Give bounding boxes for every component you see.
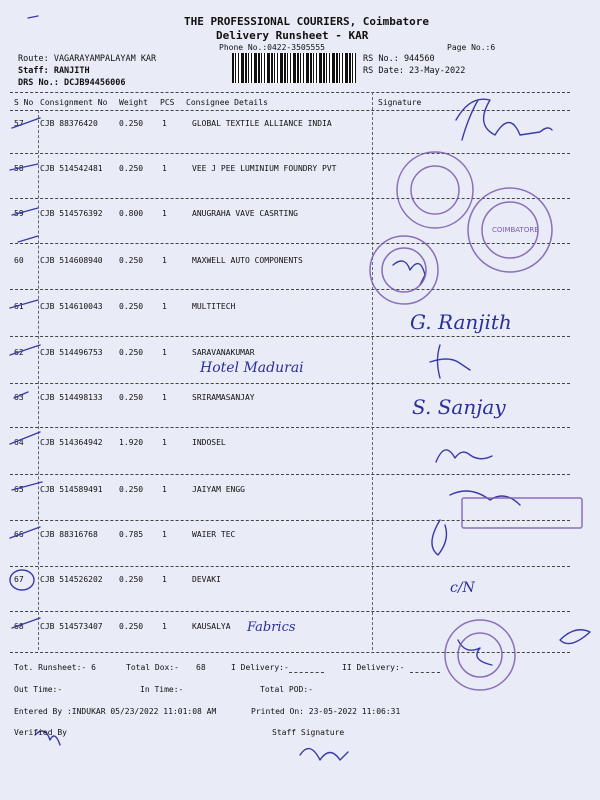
row-weight: 1.920 (119, 438, 144, 447)
row-weight: 0.250 (119, 256, 144, 265)
staff-signature-label: Staff Signature (272, 728, 345, 737)
col-consignment: Consignment No (40, 98, 108, 107)
row-consignee: MULTITECH (192, 302, 236, 311)
ii-delivery: II Delivery:- (342, 663, 405, 672)
row-consignee: JAIYAM ENGG (192, 485, 245, 494)
row-weight: 0.250 (119, 164, 144, 173)
row-consignment: CJB 514498133 (40, 393, 103, 402)
handwritten-note: Hotel Madurai (200, 360, 304, 376)
row-consignment: CJB 514608940 (40, 256, 103, 265)
row-consignment: CJB 514589491 (40, 485, 103, 494)
total-pod: Total POD:- (260, 685, 313, 694)
col-signature: Signature (378, 98, 422, 107)
row-weight: 0.250 (119, 119, 144, 128)
blank-line (289, 672, 324, 673)
col-weight: Weight (119, 98, 148, 107)
row-pcs: 1 (162, 393, 167, 402)
row-sno: 58 (14, 164, 24, 173)
row-consignment: CJB 514576392 (40, 209, 103, 218)
row-pcs: 1 (162, 348, 167, 357)
route-label: Route: VAGARAYAMPALAYAM KAR (18, 54, 157, 64)
row-consignee: SRIRAMASANJAY (192, 393, 255, 402)
row-consignee: WAIER TEC (192, 530, 236, 539)
row-consignment: CJB 88316768 (40, 530, 98, 539)
row-consignment: CJB 514610043 (40, 302, 103, 311)
row-weight: 0.250 (119, 622, 144, 631)
i-delivery: I Delivery:- (231, 663, 289, 672)
rs-date: RS Date: 23-May-2022 (363, 66, 466, 76)
row-weight: 0.250 (119, 485, 144, 494)
row-pcs: 1 (162, 164, 167, 173)
handwritten-signature: G. Ranjith (410, 310, 512, 334)
row-weight: 0.250 (119, 302, 144, 311)
row-consignee: VEE J PEE LUMINIUM FOUNDRY PVT (192, 164, 337, 173)
col-consignee: Consignee Details (186, 98, 268, 107)
row-consignee: SARAVANAKUMAR (192, 348, 255, 357)
handwritten-note: Fabrics (247, 620, 296, 635)
drs-number: DRS No.: DCJB94456006 (18, 78, 126, 88)
staff-label: Staff: RANJITH (18, 66, 90, 76)
row-pcs: 1 (162, 302, 167, 311)
row-pcs: 1 (162, 209, 167, 218)
row-pcs: 1 (162, 438, 167, 447)
handwritten-signature: S. Sanjay (412, 395, 506, 419)
row-consignment: CJB 514573407 (40, 622, 103, 631)
entered-by: Entered By :INDUKAR 05/23/2022 11:01:08 AM (14, 707, 217, 716)
verified-by: Verified By (14, 728, 67, 737)
stamp-text: COIMBATORE (492, 226, 539, 234)
total-dox-label: Total Dox:- (126, 663, 179, 672)
row-sno: 65 (14, 485, 24, 494)
handwritten-note: c/N (450, 580, 475, 596)
row-pcs: 1 (162, 256, 167, 265)
row-sno: 68 (14, 622, 24, 631)
out-time: Out Time:- (14, 685, 63, 694)
tot-runsheet: Tot. Runsheet:- 6 (14, 663, 96, 672)
company-stamps (370, 152, 582, 690)
blank-line (410, 672, 440, 673)
row-consignee: KAUSALYA (192, 622, 231, 631)
total-dox-value: 68 (196, 663, 206, 672)
row-sno: 64 (14, 438, 24, 447)
page-number: Page No.:6 (447, 43, 496, 52)
row-weight: 0.785 (119, 530, 144, 539)
company-title: THE PROFESSIONAL COURIERS, Coimbatore (184, 15, 430, 28)
tick-marks (10, 16, 42, 628)
row-weight: 0.250 (119, 348, 144, 357)
row-consignee: MAXWELL AUTO COMPONENTS (192, 256, 303, 265)
row-pcs: 1 (162, 530, 167, 539)
row-consignment: CJB 514364942 (40, 438, 103, 447)
row-sno: 62 (14, 348, 24, 357)
row-pcs: 1 (162, 575, 167, 584)
row-sno: 59 (14, 209, 24, 218)
row-sno: 67 (14, 575, 24, 584)
row-sno: 61 (14, 302, 24, 311)
row-weight: 0.250 (119, 393, 144, 402)
row-consignment: CJB 514496753 (40, 348, 103, 357)
row-consignment: CJB 88376420 (40, 119, 98, 128)
row-consignment: CJB 514542481 (40, 164, 103, 173)
printed-on: Printed On: 23-05-2022 11:06:31 (251, 707, 401, 716)
row-pcs: 1 (162, 622, 167, 631)
row-pcs: 1 (162, 119, 167, 128)
row-consignee: ANUGRAHA VAVE CASRTING (192, 209, 298, 218)
row-consignee: DEVAKI (192, 575, 221, 584)
row-pcs: 1 (162, 485, 167, 494)
row-sno: 63 (14, 393, 24, 402)
row-consignment: CJB 514526202 (40, 575, 103, 584)
row-consignee: INDOSEL (192, 438, 226, 447)
phone-number: Phone No.:0422-3505555 (219, 43, 325, 52)
row-sno: 57 (14, 119, 24, 128)
row-weight: 0.250 (119, 575, 144, 584)
in-time: In Time:- (140, 685, 184, 694)
runsheet-subtitle: Delivery Runsheet - KAR (216, 29, 369, 42)
row-sno: 66 (14, 530, 24, 539)
signature-scribbles (35, 99, 590, 760)
col-sno: S No (14, 98, 34, 107)
col-pcs: PCS (160, 98, 175, 107)
row-consignee: GLOBAL TEXTILE ALLIANCE INDIA (192, 119, 332, 128)
rs-number: RS No.: 944560 (363, 54, 435, 64)
row-sno: 60 (14, 256, 24, 265)
row-weight: 0.800 (119, 209, 144, 218)
